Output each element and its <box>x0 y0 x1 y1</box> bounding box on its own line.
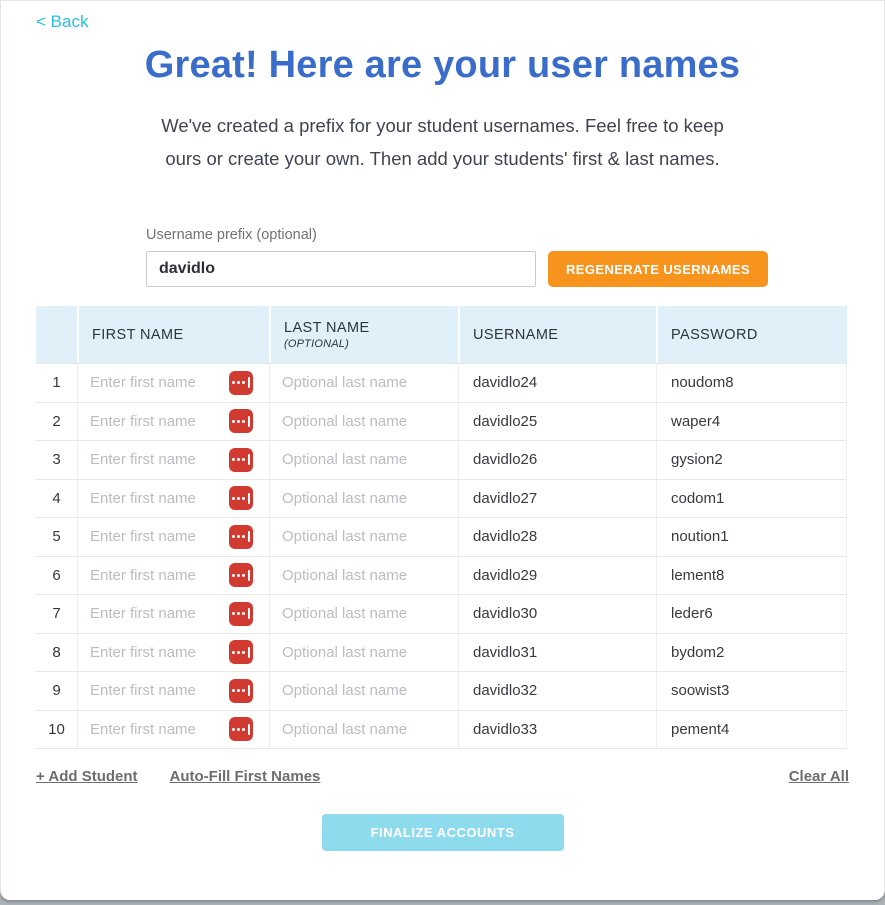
lastpass-icon[interactable] <box>229 448 253 472</box>
table-row <box>36 595 847 634</box>
finalize-accounts-button[interactable]: FINALIZE ACCOUNTS <box>322 814 564 851</box>
lastpass-dot <box>232 689 235 692</box>
password-cell: noudom8 <box>656 364 847 402</box>
lastpass-dot <box>232 574 235 577</box>
lastpass-cursor-bar <box>248 377 250 388</box>
lastpass-dot <box>232 420 235 423</box>
header-password <box>656 306 847 363</box>
password-cell: bydom2 <box>656 634 847 672</box>
table-row <box>36 672 847 711</box>
last-name-cell[interactable] <box>269 364 458 402</box>
lastpass-dot <box>242 458 245 461</box>
finalize-section <box>1 814 884 851</box>
username-prefix-section <box>146 227 884 287</box>
first-name-cell[interactable] <box>77 364 269 402</box>
last-name-input[interactable] <box>270 672 458 710</box>
last-name-input[interactable] <box>270 364 458 402</box>
header-last-name <box>269 306 458 363</box>
last-name-input[interactable] <box>270 518 458 556</box>
lastpass-dot <box>232 458 235 461</box>
row-number: 2 <box>52 412 61 430</box>
first-name-cell[interactable] <box>77 441 269 479</box>
lastpass-cursor-bar <box>248 493 250 504</box>
last-name-cell[interactable] <box>269 595 458 633</box>
last-name-cell[interactable] <box>269 480 458 518</box>
header-first-name <box>77 306 269 363</box>
table-header-row <box>36 306 847 363</box>
lastpass-dot <box>237 728 240 731</box>
header-row-number-column <box>36 306 77 363</box>
lastpass-icon[interactable] <box>229 602 253 626</box>
table-actions-row <box>36 768 849 785</box>
password-cell: pement4 <box>656 711 847 749</box>
lastpass-dot <box>242 612 245 615</box>
header-username <box>458 306 656 363</box>
lastpass-icon[interactable] <box>229 486 253 510</box>
last-name-cell[interactable] <box>269 441 458 479</box>
lastpass-icon[interactable] <box>229 717 253 741</box>
first-name-cell[interactable] <box>77 672 269 710</box>
lastpass-dot <box>232 497 235 500</box>
username-cell: davidlo26 <box>458 441 656 479</box>
last-name-input[interactable] <box>270 557 458 595</box>
first-name-cell[interactable] <box>77 480 269 518</box>
clear-all-link[interactable]: Clear All <box>788 768 849 785</box>
username-cell: davidlo24 <box>458 364 656 402</box>
password-cell: gysion2 <box>656 441 847 479</box>
lastpass-cursor-bar <box>248 608 250 619</box>
lastpass-cursor-bar <box>248 685 250 696</box>
row-number: 4 <box>52 489 61 507</box>
table-row <box>36 634 847 673</box>
lastpass-dot <box>242 574 245 577</box>
row-number: 7 <box>52 605 61 623</box>
password-cell: codom1 <box>656 480 847 518</box>
username-prefix-label: Username prefix (optional) <box>146 227 317 243</box>
last-name-input[interactable] <box>270 595 458 633</box>
lastpass-dot <box>237 458 240 461</box>
table-row <box>36 364 847 403</box>
row-number: 6 <box>52 566 61 584</box>
first-name-cell[interactable] <box>77 595 269 633</box>
lastpass-dot <box>232 535 235 538</box>
lastpass-icon[interactable] <box>229 525 253 549</box>
first-name-cell[interactable] <box>77 403 269 441</box>
header-password-label: PASSWORD <box>671 326 758 343</box>
header-last-name-note: (OPTIONAL) <box>284 337 349 350</box>
lastpass-dot <box>237 651 240 654</box>
table-row <box>36 403 847 442</box>
subtitle-line-2: ours or create your own. Then add your students' first & last names. <box>165 148 720 169</box>
lastpass-icon[interactable] <box>229 640 253 664</box>
row-number: 8 <box>52 643 61 661</box>
lastpass-cursor-bar <box>248 570 250 581</box>
first-name-cell[interactable] <box>77 634 269 672</box>
subtitle-line-1: We've created a prefix for your student usernames. Feel free to keep <box>161 115 724 136</box>
lastpass-dot <box>237 612 240 615</box>
regenerate-usernames-button[interactable]: REGENERATE USERNAMES <box>548 251 768 287</box>
first-name-cell[interactable] <box>77 711 269 749</box>
back-link[interactable]: < Back <box>36 12 89 31</box>
password-cell: leder6 <box>656 595 847 633</box>
lastpass-dot <box>237 420 240 423</box>
lastpass-cursor-bar <box>248 647 250 658</box>
header-first-name-label: FIRST NAME <box>92 326 184 343</box>
lastpass-dot <box>237 689 240 692</box>
last-name-input[interactable] <box>270 634 458 672</box>
password-cell: soowist3 <box>656 672 847 710</box>
lastpass-dot <box>237 574 240 577</box>
last-name-cell[interactable] <box>269 711 458 749</box>
lastpass-dot <box>237 381 240 384</box>
username-cell: davidlo27 <box>458 480 656 518</box>
add-student-link[interactable]: + Add Student <box>36 768 138 785</box>
username-prefix-input[interactable] <box>146 251 536 287</box>
username-cell: davidlo25 <box>458 403 656 441</box>
lastpass-cursor-bar <box>248 531 250 542</box>
lastpass-dot <box>232 651 235 654</box>
last-name-cell[interactable] <box>269 672 458 710</box>
page-subtitle <box>1 109 884 175</box>
last-name-input[interactable] <box>270 403 458 441</box>
lastpass-dot <box>242 689 245 692</box>
row-number: 9 <box>52 682 61 700</box>
lastpass-dot <box>242 535 245 538</box>
header-last-name-label: LAST NAME <box>284 319 370 336</box>
last-name-input[interactable] <box>270 441 458 479</box>
table-row <box>36 557 847 596</box>
lastpass-cursor-bar <box>248 454 250 465</box>
table-row <box>36 518 847 557</box>
password-cell: waper4 <box>656 403 847 441</box>
last-name-cell[interactable] <box>269 403 458 441</box>
username-cell: davidlo30 <box>458 595 656 633</box>
table-row <box>36 480 847 519</box>
lastpass-icon[interactable] <box>229 371 253 395</box>
header-username-label: USERNAME <box>473 326 559 343</box>
lastpass-dot <box>237 497 240 500</box>
table-row <box>36 441 847 480</box>
lastpass-dot <box>242 381 245 384</box>
first-name-cell[interactable] <box>77 518 269 556</box>
lastpass-cursor-bar <box>248 416 250 427</box>
table-body <box>36 363 847 749</box>
row-number: 5 <box>52 528 61 546</box>
password-cell: noution1 <box>656 518 847 556</box>
username-cell: davidlo32 <box>458 672 656 710</box>
table-row <box>36 711 847 750</box>
lastpass-dot <box>242 497 245 500</box>
username-cell: davidlo33 <box>458 711 656 749</box>
lastpass-cursor-bar <box>248 724 250 735</box>
last-name-cell[interactable] <box>269 634 458 672</box>
lastpass-dot <box>242 728 245 731</box>
lastpass-icon[interactable] <box>229 563 253 587</box>
lastpass-dot <box>232 381 235 384</box>
row-number: 10 <box>48 720 65 738</box>
autofill-first-names-link[interactable]: Auto-Fill First Names <box>169 768 321 785</box>
last-name-cell[interactable] <box>269 518 458 556</box>
username-cell: davidlo31 <box>458 634 656 672</box>
password-cell: lement8 <box>656 557 847 595</box>
row-number: 1 <box>52 374 61 392</box>
first-name-cell[interactable] <box>77 557 269 595</box>
last-name-input[interactable] <box>270 711 458 749</box>
lastpass-dot <box>237 535 240 538</box>
student-accounts-table <box>36 306 847 749</box>
lastpass-dot <box>242 651 245 654</box>
lastpass-icon[interactable] <box>229 409 253 433</box>
lastpass-icon[interactable] <box>229 679 253 703</box>
username-cell: davidlo29 <box>458 557 656 595</box>
username-cell: davidlo28 <box>458 518 656 556</box>
lastpass-dot <box>232 612 235 615</box>
lastpass-dot <box>232 728 235 731</box>
last-name-input[interactable] <box>270 480 458 518</box>
row-number: 3 <box>52 451 61 469</box>
last-name-cell[interactable] <box>269 557 458 595</box>
page-title: Great! Here are your user names <box>144 44 741 86</box>
lastpass-dot <box>242 420 245 423</box>
